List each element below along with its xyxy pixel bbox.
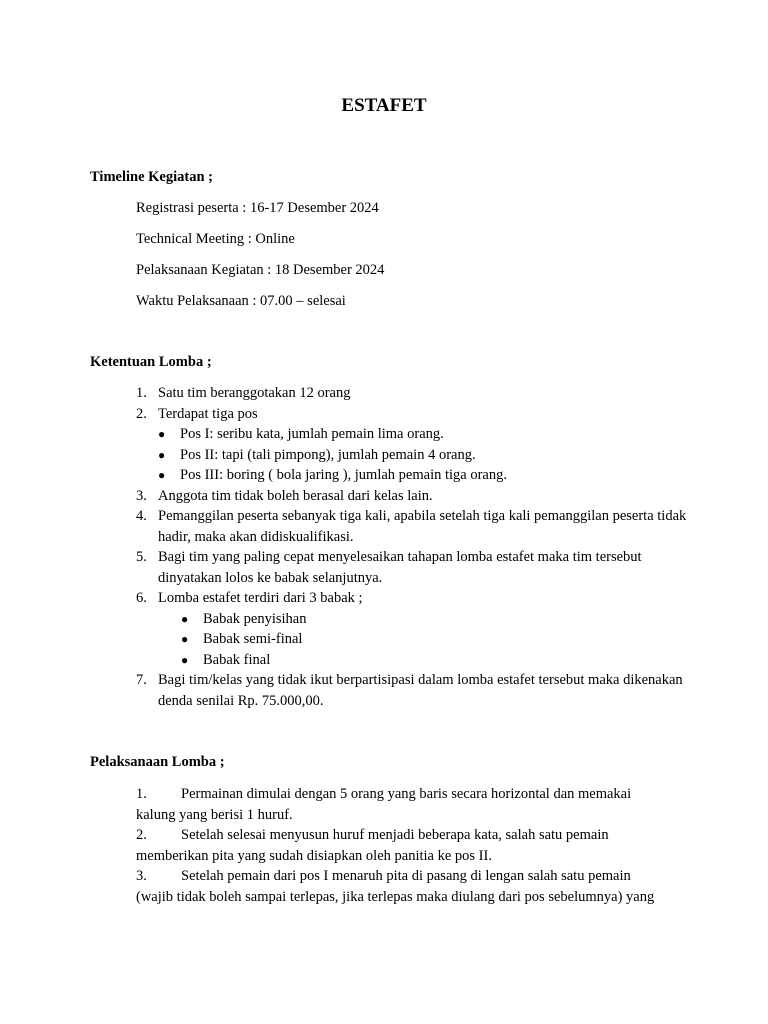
bullet-item	[181, 629, 302, 650]
list-text: Pemanggilan peserta sebanyak tiga kali, apabila setelah tiga kali pemanggilan peserta tidak hadir, maka akan didiskualifikasi.	[158, 508, 687, 545]
procedure-first-line	[136, 866, 681, 887]
bullet-text: Pos I: seribu kata, jumlah pemain lima orang.	[180, 426, 444, 442]
list-number: 2.	[136, 405, 147, 422]
bullet-text: Babak final	[203, 651, 271, 668]
procedure-continuation: memberikan pita yang sudah disiapkan oleh panitia ke pos II.	[136, 847, 492, 864]
bullet-text: Babak semi-final	[203, 631, 303, 647]
bullet-item	[158, 465, 507, 486]
list-item	[136, 506, 696, 547]
procedure-continuation: kalung yang berisi 1 huruf.	[136, 806, 293, 823]
timeline-line: Waktu Pelaksanaan : 07.00 – selesai	[136, 293, 346, 309]
list-text: Bagi tim yang paling cepat menyelesaikan tahapan lomba estafet maka tim tersebut dinyatakan lolos ke babak selanjutnya.	[158, 549, 642, 586]
bullet-icon: ●	[158, 468, 166, 482]
bullet-text: Pos III: boring ( bola jaring ), jumlah pemain tiga orang.	[180, 467, 507, 483]
list-text: Bagi tim/kelas yang tidak ikut berpartisipasi dalam lomba estafet tersebut maka dikenakan denda senilai Rp. 75.000,00.	[158, 672, 683, 709]
list-item	[136, 486, 696, 507]
timeline-line: Pelaksanaan Kegiatan : 18 Desember 2024	[136, 262, 385, 278]
bullet-item	[181, 650, 270, 671]
procedure-number: 3.	[136, 868, 147, 884]
list-text: Satu tim beranggotakan 12 orang	[158, 385, 351, 401]
list-item	[136, 404, 696, 425]
procedure-text: Setelah pemain dari pos I menaruh pita di pasang di lengan salah satu pemain	[181, 868, 631, 884]
procedure-item	[136, 866, 681, 907]
bullet-icon: ●	[181, 652, 189, 667]
list-number: 7.	[136, 672, 147, 688]
procedure-first-line	[136, 784, 681, 805]
procedure-item	[136, 784, 681, 825]
timeline-line: Registrasi peserta : 16-17 Desember 2024	[136, 200, 379, 216]
list-text: Lomba estafet terdiri dari 3 babak ;	[158, 590, 363, 606]
timeline-heading: Timeline Kegiatan ;	[90, 169, 213, 185]
bullet-item	[158, 424, 444, 445]
procedure-number: 1.	[136, 786, 147, 802]
bullet-icon: ●	[158, 427, 166, 441]
bullet-item	[181, 609, 307, 630]
procedure-number: 2.	[136, 827, 147, 843]
bullet-text: Babak penyisihan	[203, 610, 307, 627]
bullet-text: Pos II: tapi (tali pimpong), jumlah pemain 4 orang.	[180, 446, 476, 463]
bullet-icon: ●	[181, 632, 189, 646]
list-number: 4.	[136, 508, 147, 524]
list-number: 1.	[136, 385, 147, 401]
list-text: Terdapat tiga pos	[158, 405, 258, 422]
procedure-item	[136, 825, 681, 866]
procedure-text: Setelah selesai menyusun huruf menjadi beberapa kata, salah satu pemain	[181, 827, 609, 843]
document-title: ESTAFET	[341, 95, 427, 116]
bullet-item	[158, 445, 476, 466]
list-text: Anggota tim tidak boleh berasal dari kelas lain.	[158, 487, 433, 504]
list-item	[136, 547, 696, 588]
bullet-icon: ●	[158, 447, 166, 462]
procedure-continuation: (wajib tidak boleh sampai terlepas, jika terlepas maka diulang dari pos sebelumnya) yang	[136, 888, 655, 905]
ketentuan-heading: Ketentuan Lomba ;	[90, 354, 212, 370]
list-item	[136, 383, 696, 404]
list-item	[136, 670, 696, 711]
procedure-text: Permainan dimulai dengan 5 orang yang baris secara horizontal dan memakai	[181, 786, 632, 802]
list-number: 5.	[136, 549, 147, 565]
pelaksanaan-heading: Pelaksanaan Lomba ;	[90, 754, 225, 770]
list-item	[136, 588, 696, 609]
list-number: 6.	[136, 590, 147, 606]
list-number: 3.	[136, 487, 147, 504]
procedure-first-line	[136, 825, 681, 846]
bullet-icon: ●	[181, 611, 189, 626]
timeline-line: Technical Meeting : Online	[136, 231, 295, 247]
